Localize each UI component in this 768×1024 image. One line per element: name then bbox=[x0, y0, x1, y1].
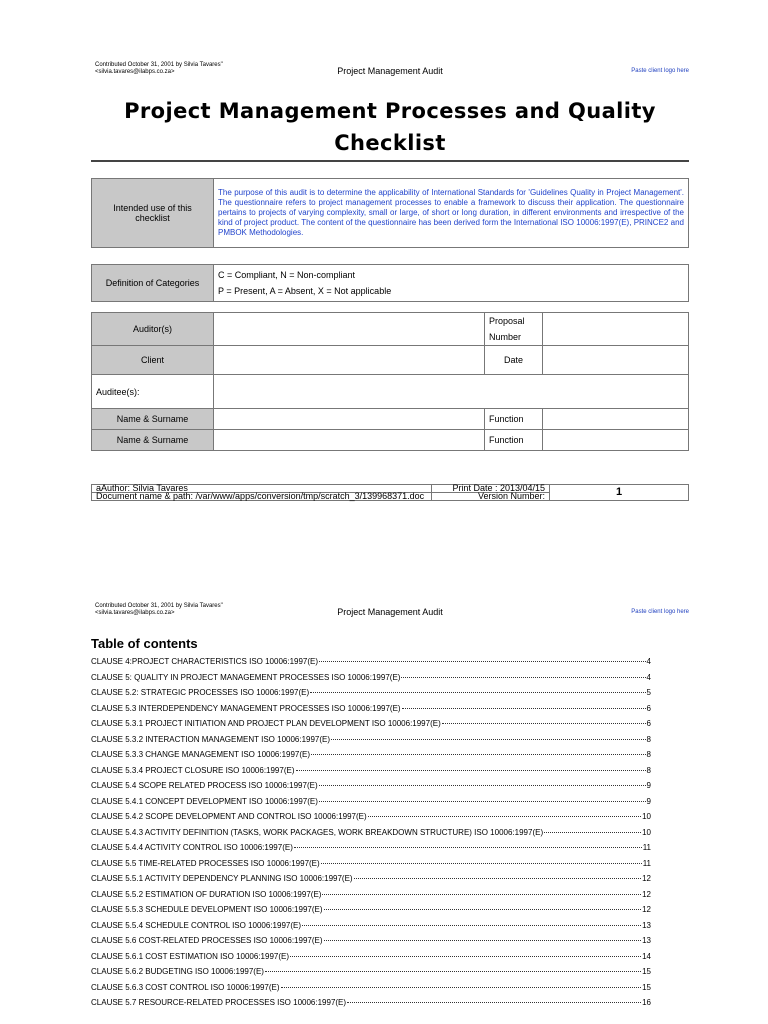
header-title-2: Project Management Audit bbox=[337, 607, 443, 617]
toc-entry-title: CLAUSE 5: QUALITY IN PROJECT MANAGEMENT PROCESSES ISO 10006:1997(E) bbox=[91, 672, 401, 682]
categories-table bbox=[91, 264, 689, 302]
toc-entry-title: CLAUSE 5.6.1 COST ESTIMATION ISO 10006:1997(E) bbox=[91, 951, 290, 961]
toc-entry-title: CLAUSE 5.5.3 SCHEDULE DEVELOPMENT ISO 10006:1997(E) bbox=[91, 905, 323, 914]
toc-leader-dots bbox=[265, 971, 641, 972]
toc-entry-title: CLAUSE 5.5 TIME-RELATED PROCESSES ISO 10006:1997(E) bbox=[91, 858, 320, 868]
toc-leader-dots bbox=[281, 987, 642, 988]
name-surname-field-1[interactable] bbox=[214, 409, 485, 430]
title-divider bbox=[91, 160, 689, 162]
toc-entry[interactable] bbox=[91, 766, 651, 782]
toc-entry-title: CLAUSE 5.4.1 CONCEPT DEVELOPMENT ISO 10006:1997(E) bbox=[91, 796, 318, 806]
toc-entry-title: CLAUSE 5.6 COST-RELATED PROCESSES ISO 10006:1997(E) bbox=[91, 936, 323, 945]
toc-entry[interactable] bbox=[91, 905, 651, 921]
toc-entry-page: 14 bbox=[642, 951, 651, 961]
toc-entry[interactable] bbox=[91, 921, 651, 937]
client-field[interactable] bbox=[214, 346, 485, 375]
contributed-by-2: Contributed October 31, 2001 by Silvia Tavares" <silvia.tavares@ilabps.co.za> bbox=[95, 603, 223, 616]
toc-entry-title: CLAUSE 5.3 INTERDEPENDENCY MANAGEMENT PROCESSES ISO 10006:1997(E) bbox=[91, 703, 401, 713]
footer-author: aAuthor: Silvia Tavares bbox=[92, 485, 432, 493]
toc-entry-page: 13 bbox=[642, 936, 651, 945]
toc-entry-title: CLAUSE 5.7 RESOURCE-RELATED PROCESSES ISO 10006:1997(E) bbox=[91, 998, 347, 1007]
toc-entry-title: CLAUSE 4:PROJECT CHARACTERISTICS ISO 10006:1997(E) bbox=[91, 657, 319, 666]
header-title: Project Management Audit bbox=[337, 66, 443, 76]
toc-entry-title: CLAUSE 5.4.4 ACTIVITY CONTROL ISO 10006:1997(E) bbox=[91, 843, 293, 852]
footer-document-path: Document name & path: /var/www/apps/conversion/tmp/scratch_3/139968371.doc bbox=[92, 493, 432, 501]
toc-entry-page: 13 bbox=[642, 920, 651, 930]
toc-entry[interactable] bbox=[91, 781, 651, 797]
toc-entry[interactable] bbox=[91, 797, 651, 813]
toc-entry-page: 12 bbox=[642, 874, 651, 883]
toc-leader-dots bbox=[311, 754, 646, 755]
toc-entry-page: 6 bbox=[646, 719, 651, 728]
auditors-label: Auditor(s) bbox=[92, 313, 214, 346]
toc-leader-dots bbox=[331, 739, 646, 740]
function-label-2: Function bbox=[485, 430, 543, 451]
toc-leader-dots bbox=[544, 832, 641, 833]
toc-entry-page: 4 bbox=[646, 657, 651, 666]
page-2 bbox=[0, 560, 768, 1024]
toc-leader-dots bbox=[290, 956, 641, 957]
page-header-2 bbox=[91, 603, 689, 623]
toc-entry-title: CLAUSE 5.3.1 PROJECT INITIATION AND PROJECT PLAN DEVELOPMENT ISO 10006:1997(E) bbox=[91, 719, 441, 728]
page-header bbox=[91, 62, 689, 82]
toc-entry-page: 11 bbox=[642, 858, 651, 868]
toc-leader-dots bbox=[442, 723, 646, 724]
toc-entry-page: 16 bbox=[642, 998, 651, 1007]
toc-leader-dots bbox=[296, 770, 646, 771]
toc-entry-title: CLAUSE 5.5.1 ACTIVITY DEPENDENCY PLANNING ISO 10006:1997(E) bbox=[91, 874, 353, 883]
categories-line-2: P = Present, A = Absent, X = Not applicable bbox=[218, 286, 392, 296]
toc-entry[interactable] bbox=[91, 983, 651, 999]
toc-leader-dots bbox=[302, 925, 641, 926]
toc-leader-dots bbox=[368, 816, 641, 817]
footer-print-date: Print Date : 2013/04/15 bbox=[432, 485, 550, 493]
categories-values bbox=[214, 265, 689, 302]
toc-entry-page: 12 bbox=[642, 905, 651, 914]
toc-entry[interactable] bbox=[91, 657, 651, 673]
toc-leader-dots bbox=[354, 878, 642, 879]
toc-entry-title: CLAUSE 5.3.2 INTERACTION MANAGEMENT ISO 10006:1997(E) bbox=[91, 734, 331, 744]
toc-entry[interactable] bbox=[91, 673, 651, 689]
proposal-number-field[interactable] bbox=[543, 313, 689, 346]
toc-entry[interactable] bbox=[91, 890, 651, 906]
toc-leader-dots bbox=[347, 1002, 641, 1003]
toc-entry[interactable] bbox=[91, 874, 651, 890]
toc-entry[interactable] bbox=[91, 998, 651, 1014]
toc-heading: Table of contents bbox=[91, 636, 198, 651]
toc-leader-dots bbox=[321, 863, 642, 864]
function-field-2[interactable] bbox=[543, 430, 689, 451]
intended-use-text: The purpose of this audit is to determine the applicability of International Standards for 'Guidelines Quality in Project Management'. The questionnaire refers to project management processes to enable a framework to discuss their application. The questionnaire pertains to projects of varying complexity, small or large, of short or long duration, in different environments and irrespective of the kind of project product. The content of the questionnaire has been derived form the International ISO 10006:1997(E), PRINCE2 and PMBOK Methodologies. bbox=[214, 179, 689, 248]
date-field[interactable] bbox=[543, 346, 689, 375]
table-of-contents bbox=[91, 657, 651, 1014]
toc-entry-page: 8 bbox=[646, 750, 651, 759]
toc-entry[interactable] bbox=[91, 812, 651, 828]
auditees-field[interactable] bbox=[214, 375, 689, 409]
toc-entry-title: CLAUSE 5.3.4 PROJECT CLOSURE ISO 10006:1997(E) bbox=[91, 765, 295, 775]
toc-entry-page: 15 bbox=[642, 982, 651, 992]
toc-entry[interactable] bbox=[91, 704, 651, 720]
toc-entry-title: CLAUSE 5.6.2 BUDGETING ISO 10006:1997(E) bbox=[91, 967, 264, 976]
toc-entry-title: CLAUSE 5.4 SCOPE RELATED PROCESS ISO 10006:1997(E) bbox=[91, 781, 318, 790]
logo-placeholder-2: Paste client logo here bbox=[631, 609, 689, 615]
page-footer bbox=[91, 484, 689, 501]
categories-label: Definition of Categories bbox=[92, 265, 214, 302]
client-label: Client bbox=[92, 346, 214, 375]
toc-leader-dots bbox=[319, 785, 646, 786]
intended-use-label: Intended use of this checklist bbox=[92, 179, 214, 248]
name-surname-label-2: Name & Surname bbox=[92, 430, 214, 451]
toc-entry[interactable] bbox=[91, 750, 651, 766]
toc-entry[interactable] bbox=[91, 843, 651, 859]
toc-entry-title: CLAUSE 5.6.3 COST CONTROL ISO 10006:1997(E) bbox=[91, 982, 280, 992]
toc-entry[interactable] bbox=[91, 828, 651, 844]
toc-entry-page: 9 bbox=[646, 796, 651, 806]
toc-entry-page: 10 bbox=[642, 812, 651, 821]
toc-entry-title: CLAUSE 5.4.3 ACTIVITY DEFINITION (TASKS, WORK PACKAGES, WORK BREAKDOWN STRUCTURE) ISO 10006:1997(E) bbox=[91, 827, 544, 837]
toc-entry-page: 11 bbox=[642, 843, 651, 852]
toc-entry[interactable] bbox=[91, 859, 651, 875]
page-number: 1 bbox=[550, 485, 689, 501]
toc-entry-title: CLAUSE 5.2: STRATEGIC PROCESSES ISO 10006:1997(E) bbox=[91, 688, 310, 697]
function-field-1[interactable] bbox=[543, 409, 689, 430]
toc-entry-page: 8 bbox=[646, 734, 651, 744]
toc-entry-title: CLAUSE 5.5.4 SCHEDULE CONTROL ISO 10006:1997(E) bbox=[91, 920, 302, 930]
categories-line-1: C = Compliant, N = Non-compliant bbox=[218, 270, 356, 280]
auditors-field[interactable] bbox=[214, 313, 485, 346]
toc-leader-dots bbox=[319, 801, 646, 802]
proposal-number-label: Proposal Number bbox=[485, 313, 543, 346]
date-label: Date bbox=[485, 346, 543, 375]
auditor-table bbox=[91, 312, 689, 451]
toc-entry-page: 8 bbox=[646, 765, 651, 775]
toc-leader-dots bbox=[310, 692, 645, 693]
toc-leader-dots bbox=[294, 847, 642, 848]
toc-entry[interactable] bbox=[91, 936, 651, 952]
toc-entry-title: CLAUSE 5.3.3 CHANGE MANAGEMENT ISO 10006:1997(E) bbox=[91, 750, 311, 759]
toc-entry[interactable] bbox=[91, 719, 651, 735]
toc-leader-dots bbox=[324, 909, 642, 910]
toc-entry[interactable] bbox=[91, 967, 651, 983]
toc-leader-dots bbox=[401, 677, 645, 678]
toc-entry-title: CLAUSE 5.5.2 ESTIMATION OF DURATION ISO 10006:1997(E) bbox=[91, 889, 322, 899]
footer-version: Version Number: bbox=[432, 493, 550, 501]
toc-leader-dots bbox=[402, 708, 646, 709]
toc-entry-page: 15 bbox=[642, 967, 651, 976]
contributed-by: Contributed October 31, 2001 by Silvia Tavares" <silvia.tavares@ilabps.co.za> bbox=[95, 62, 223, 75]
name-surname-label-1: Name & Surname bbox=[92, 409, 214, 430]
toc-leader-dots bbox=[324, 940, 642, 941]
toc-leader-dots bbox=[319, 661, 646, 662]
toc-leader-dots bbox=[322, 894, 641, 895]
toc-entry-title: CLAUSE 5.4.2 SCOPE DEVELOPMENT AND CONTROL ISO 10006:1997(E) bbox=[91, 812, 367, 821]
page-title: Project Management Processes and Quality Checklist bbox=[124, 99, 656, 155]
toc-entry[interactable] bbox=[91, 735, 651, 751]
intended-use-table bbox=[91, 178, 689, 248]
toc-entry-page: 4 bbox=[646, 672, 651, 682]
function-label-1: Function bbox=[485, 409, 543, 430]
name-surname-field-2[interactable] bbox=[214, 430, 485, 451]
toc-entry-page: 6 bbox=[646, 703, 651, 713]
toc-entry-page: 12 bbox=[642, 889, 651, 899]
auditees-label: Auditee(s): bbox=[92, 375, 214, 409]
toc-entry-page: 5 bbox=[646, 688, 651, 697]
toc-entry[interactable] bbox=[91, 688, 651, 704]
toc-entry[interactable] bbox=[91, 952, 651, 968]
toc-entry-page: 9 bbox=[646, 781, 651, 790]
toc-entry-page: 10 bbox=[642, 827, 651, 837]
logo-placeholder: Paste client logo here bbox=[631, 68, 689, 74]
